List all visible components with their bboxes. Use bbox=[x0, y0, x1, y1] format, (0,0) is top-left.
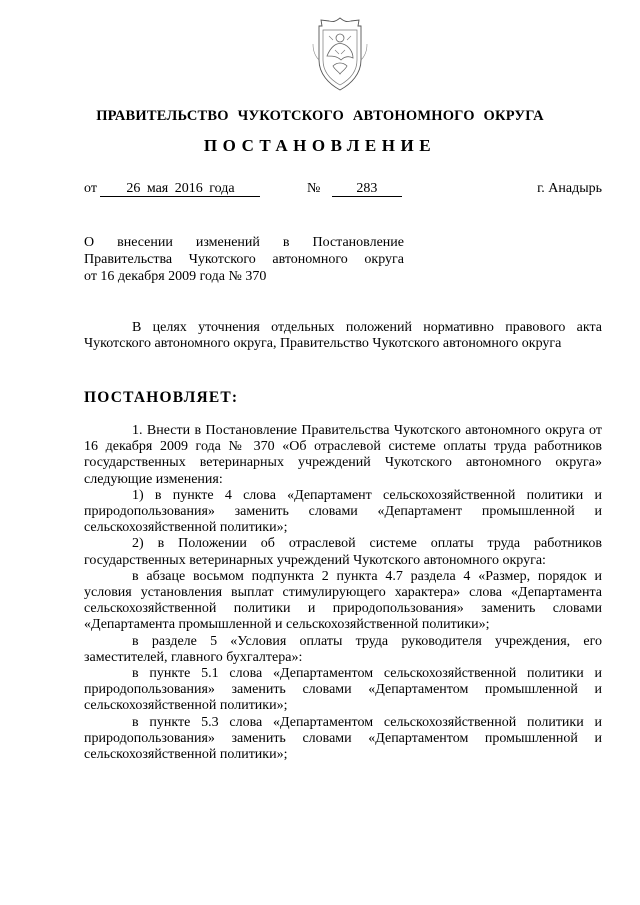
city-name: г. Анадырь bbox=[537, 181, 602, 196]
paragraph-section-5: в разделе 5 «Условия оплаты труда руководителя учреждения, его заместителей, главного бухгалтера»: bbox=[84, 633, 602, 665]
paragraph-point-5-1: в пункте 5.1 слова «Департаментом сельскохозяйственной политики и природопользования» заменить словами «Департаментом промышленной и сельскохозяйственной политики»; bbox=[84, 666, 602, 714]
document-type-title: ПОСТАНОВЛЕНИЕ bbox=[203, 136, 437, 155]
document-subject bbox=[84, 234, 404, 285]
coat-of-arms-emblem-icon bbox=[299, 16, 381, 92]
document-body bbox=[84, 423, 602, 763]
paragraph-1-2: 2) в Положении об отраслевой системе оплаты труда работников государственных ветеринарных учреждений Чукотского автономного округа: bbox=[84, 536, 602, 568]
number-line bbox=[307, 181, 402, 197]
date-line bbox=[84, 181, 260, 197]
number-sign: № bbox=[307, 181, 321, 196]
document-number: 283 bbox=[332, 181, 402, 197]
paragraph-point-5-3: в пункте 5.3 слова «Департаментом сельскохозяйственной политики и природопользования» заменить словами «Департаментом промышленной и сельскохозяйственной политики»; bbox=[84, 714, 602, 763]
preamble bbox=[84, 320, 602, 352]
document-date: 26 мая 2016 года bbox=[100, 181, 260, 197]
paragraph-1-1: 1) в пункте 4 слова «Департамент сельскохозяйственной политики и природопользования» заменить словами «Департамент промышленной и сельскохозяйственной политики»; bbox=[84, 487, 602, 536]
date-prefix: от bbox=[84, 181, 97, 196]
paragraph-1: 1. Внести в Постановление Правительства Чукотского автономного округа от 16 декабря 2009 года № 370 «Об отраслевой системе оплаты труда работников государственных ветеринарных учреждений Чукотского автономного округа» следующие изменения: bbox=[84, 423, 602, 487]
subject-line: Правительства Чукотского автономного округа bbox=[84, 252, 404, 267]
paragraph-section-4: в абзаце восьмом подпункта 2 пункта 4.7 раздела 4 «Размер, порядок и условия установления выплат стимулирующего характера» слова «Департамента сельскохозяйственной политики и природопользования» заменить словами «Департамента промышленной и сельскохозяйственной политики»; bbox=[84, 568, 602, 633]
government-title: ПРАВИТЕЛЬСТВО ЧУКОТСКОГО АВТОНОМНОГО ОКРУГА bbox=[96, 108, 544, 124]
subject-line: от 16 декабря 2009 года № 370 bbox=[84, 269, 267, 284]
preamble-text: В целях уточнения отдельных положений нормативно правового акта Чукотского автономного округа, Правительство Чукотского автономного округа bbox=[84, 320, 602, 352]
subject-line: О внесении изменений в Постановление bbox=[84, 235, 404, 250]
resolves-heading: ПОСТАНОВЛЯЕТ: bbox=[84, 389, 239, 406]
